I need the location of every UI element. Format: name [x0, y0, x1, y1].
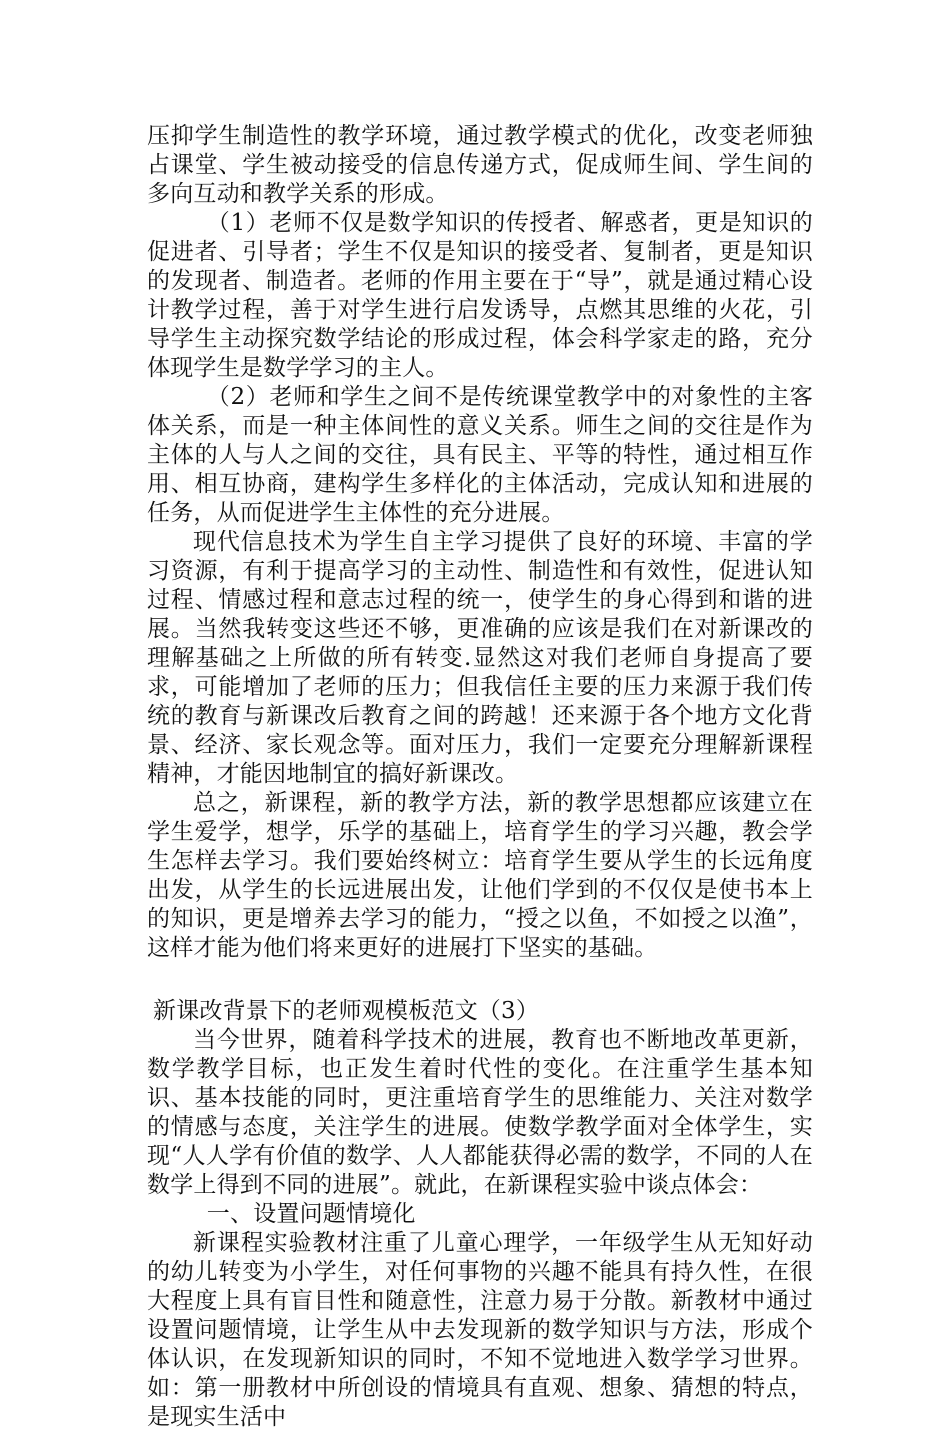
paragraph-information-technology: 现代信息技术为学生自主学习提供了良好的环境、丰富的学习资源，有利于提高学习的主动性、制造性和有效性，促进认知过程、情感过程和意志过程的统一，使学生的身心得到和谐的进展。当然我转变这些还不够，更准确的应该是我们在对新课改的理解基础之上所做的所有转变.显然这对我们老师自身提高了要求，可能增加了老师的压力；但我信任主要的压力来源于我们传统的教育与新课改后教育之间的跨越！还来源于各个地方文化背景、经济、家长观念等。面对压力，我们一定要充分理解新课程精神，才能因地制宜的搞好新课改。 [147, 529, 813, 787]
paragraph-point-2: （2）老师和学生之间不是传统课堂教学中的对象性的主客体关系，而是一种主体间性的意义关系。师生之间的交往是作为主体的人与人之间的交往，具有民主、平等的特性，通过相互作用、相互协商，建构学生多样化的主体活动，完成认知和进展的任务，从而促进学生主体性的充分进展。 [147, 384, 813, 526]
section-heading: 新课改背景下的老师观模板范文（3） [153, 998, 540, 1024]
paragraph-new-curriculum: 新课程实验教材注重了儿童心理学，一年级学生从无知好动的幼儿转变为小学生，对任何事物的兴趣不能具有持久性，在很大程度上具有盲目性和随意性，注意力易于分散。新教材中通过设置问题情境，让学生从中去发现新的数学知识与方法，形成个体认识，在发现新知识的同时，不知不觉地进入数学学习世界。如：第一册教材中所创设的情境具有直观、想象、猜想的特点，是现实生活中 [147, 1230, 813, 1430]
paragraph-continued: 压抑学生制造性的教学环境，通过教学模式的优化，改变老师独占课堂、学生被动接受的信息传递方式，促成师生间、学生间的多向互动和教学关系的形成。 [147, 123, 813, 207]
subheading-problem-situation: 一、设置问题情境化 [206, 1201, 416, 1227]
section-spacer [147, 963, 813, 997]
paragraph-conclusion: 总之，新课程，新的教学方法，新的教学思想都应该建立在学生爱学，想学，乐学的基础上，培育学生的学习兴趣，教会学生怎样去学习。我们要始终树立：培育学生要从学生的长远角度出发，从学生的长远进展出发，让他们学到的不仅仅是使书本上的知识，更是增养去学习的能力，“授之以鱼，不如授之以渔”，这样才能为他们将来更好的进展打下坚实的基础。 [147, 790, 813, 961]
document-page [147, 122, 813, 1432]
paragraph-point-1: （1）老师不仅是数学知识的传授者、解惑者，更是知识的促进者、引导者；学生不仅是知识的接受者、复制者，更是知识的发现者、制造者。老师的作用主要在于“导”，就是通过精心设计教学过程，善于对学生进行启发诱导，点燃其思维的火花，引导学生主动探究数学结论的形成过程，体会科学家走的路，充分体现学生是数学学习的主人。 [147, 210, 813, 381]
section-intro-paragraph: 当今世界，随着科学技术的进展，教育也不断地改革更新，数学教学目标，也正发生着时代性的变化。在注重学生基本知识、基本技能的同时，更注重培育学生的思维能力、关注对数学的情感与态度，关注学生的进展。使数学教学面对全体学生，实现“人人学有价值的数学、人人都能获得必需的数学，不同的人在数学上得到不同的进展”。就此，在新课程实验中谈点体会： [147, 1027, 813, 1198]
